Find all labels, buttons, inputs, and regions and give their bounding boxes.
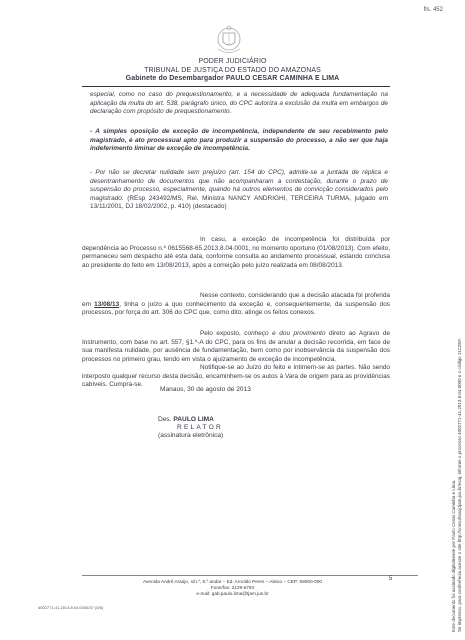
paragraph-4-text: Notifique-se ao Juízo do feito e intimem-se as partes. Não sendo interposto qualquer recurso desta decisão, encaminhem-se os autos à Vara de origem para as providências cabíveis. Cumpra-se. — [82, 364, 390, 389]
date-line: Manaus, 30 de agosto de 2013 — [160, 386, 251, 393]
header-office: Gabinete do Desembargador PAULO CESAR CAMINHA E LIMA — [125, 75, 340, 82]
footer-divider — [82, 575, 418, 576]
footer-line-3: e-mail: gab.paulo.lima@tjam.jus.br — [196, 591, 269, 596]
quote-paragraph-3 — [90, 169, 388, 212]
paragraph-3-start: Pelo exposto, — [200, 330, 245, 337]
page-number: 5 — [389, 576, 393, 582]
signature-name — [158, 416, 214, 423]
digital-signature-notice — [451, 12, 463, 632]
quote-text-3: - Por não se decretar nulidade sem prejuízo (art. 154 do CPC), admite-se a juntada de réplica e desentranhamento de documentos que não acompanharam a contestação, durante o prazo de suspensão do processo, especialmente, quando há outros elementos de convicção considerados pelo magistrado. — [90, 169, 388, 202]
coat-of-arms-icon — [212, 23, 246, 59]
paragraph-ruling — [82, 330, 390, 364]
header-court: TRIBUNAL DE JUSTIÇA DO ESTADO DO AMAZONAS — [144, 67, 321, 74]
quote-reference: (REsp 243492/MS, Rel. Ministra NANCY ANDRIGHI, TERCEIRA TURMA, julgado em 13/11/2001, DJ 18/02/2002, p. 410) (destacado) — [90, 194, 388, 211]
side-text-line-2: Se impresso, para conferência acesse o site http://consultasaj.tjam.jus.br/esaj, informe o processo 4002771-41.2013.8.04.0000 e o código 11C2EF. — [457, 338, 462, 632]
footer-line-2: Fone/fax: 2129-6783 — [210, 585, 255, 590]
side-text-line-1: Este documento foi assinado digitalmente por Paulo Cesar Caminha e Lima. — [451, 479, 456, 632]
paragraph-2-date: 13/08/13 — [94, 300, 120, 308]
quote-paragraph-1 — [90, 91, 388, 117]
paragraph-3-italic: conheço e dou provimento — [244, 330, 326, 337]
paragraph-3-end: direto ao Agravo de Instrumento, com base no art. 557, §1.º-A do CPC, para os fins de anular a decisão recorrida, em face de sua manifesta nulidade, por ausência de fundamentação, bem como por inobservância da suspensão dos processos no primeiro grau, tendo em vista o ajuizamento de exceção de incompetência. — [82, 330, 390, 363]
header-divider — [82, 86, 390, 87]
quote-text-1: especial, como no caso do prequestionamento, e a necessidade de adequada fundamentação na aplicação da multa do art. 538, parágrafo único, do CPC autoriza a exclusão da multa em embargos de declaração com propósito de prequestionamento. — [90, 91, 388, 116]
paragraph-2-start: Nesse contexto, considerando que a decisão atacada foi proferida em — [82, 292, 390, 308]
paragraph-1-text: In casu, a exceção de incompetência foi distribuída por dependência ao Processo n.º 0615568-65.2013.8.04.0001, no momento oportuno (01/08/2013). Com efeito, permaneceu sem despacho até esta data, conforme consulta ao andamento processual, estando conclusa ao presidente do feito em 13/08/2013, após a correição pelo juízo realizada em 08/08/2013. — [82, 236, 390, 269]
page-stamp: fls. 452 — [423, 7, 443, 13]
footer-address — [0, 579, 465, 597]
process-code: 4002771-41.2013.8.04.0000/37 (0/6) — [38, 605, 104, 610]
signature-prefix: Des. — [158, 416, 174, 423]
signature-note: (assinatura eletrônica) — [158, 432, 224, 439]
header-judiciary: PODER JUDICIÁRIO — [198, 58, 267, 65]
signature-role: RELATOR — [177, 424, 223, 431]
paragraph-2-end: , tinha o juízo a quo conhecimento da exceção e, consequentemente, da suspensão dos processos, por força do art. 306 do CPC que, como dito, atinge os feitos conexos. — [82, 300, 390, 317]
paragraph-in-casu — [82, 236, 390, 270]
signature-name-bold: PAULO LIMA — [173, 416, 214, 423]
paragraph-context — [82, 292, 390, 318]
quote-text-2: - A simples oposição de exceção de incompetência, independente de seu recebimento pelo magistrado, é ato processual apto para produzir a suspensão do processo, a não ser que haja indeferimento liminar de exceção de incompetência. — [90, 128, 388, 153]
quote-paragraph-2 — [90, 128, 388, 154]
footer-line-1: Avenida André Araújo, s/n.º, 5.º andar – Ed. Arnoldo Peres – Aleixo – CEP: 69060-000 — [143, 579, 322, 584]
